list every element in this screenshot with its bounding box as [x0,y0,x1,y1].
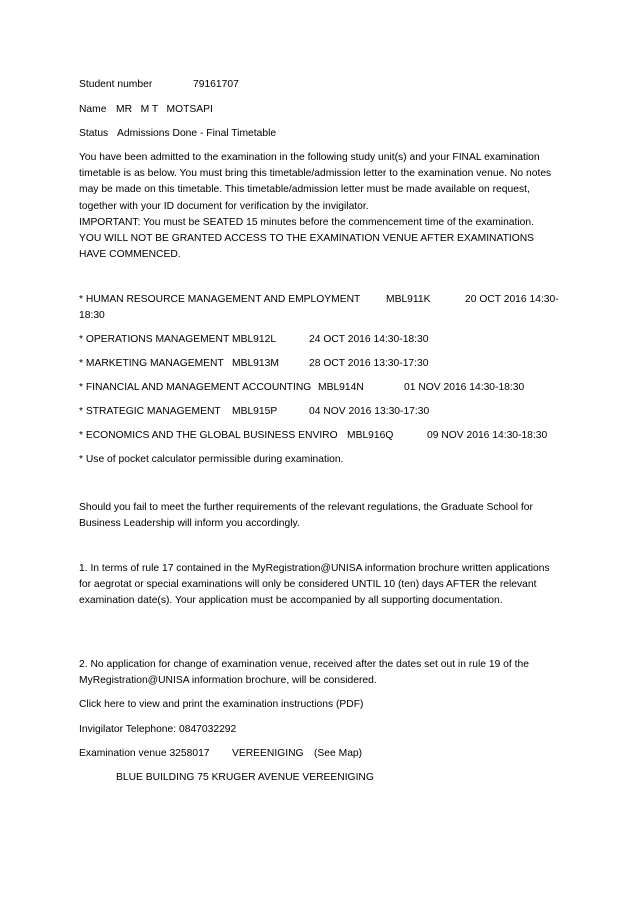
regulations-paragraph: Should you fail to meet the further requirements of the relevant regulations, the Graduate School for Business Leadership will inform you accordingly. [79,502,533,530]
course-date: 04 NOV 2016 13:30-17:30 [309,406,430,417]
course-code: MBL916Q [347,430,394,441]
name-value: MR M T MOTSAPI [116,104,213,115]
access-warning: YOU WILL NOT BE GRANTED ACCESS TO THE EXAMINATION VENUE AFTER EXAMINATIONS HAVE COMMENCED. [79,233,535,261]
course-date: 20 OCT 2016 14:30- [465,294,559,305]
status-label: Status [79,128,109,139]
calculator-note: * Use of pocket calculator permissible during examination. [79,454,344,465]
course-code: MBL912L [232,334,277,345]
rule17-paragraph: 1. In terms of rule 17 contained in the MyRegistration@UNISA information brochure written applications for aegrotat or special examinations will only be considered UNTIL 10 (ten) days AFTER the relevant examination date(s). Your application must be accompanied by all supporting documentation. [79,563,550,607]
intro-text: You have been admitted to the examination in the following study unit(s) and your FINAL examination timetable is as below. You must bring this timetable/admission letter to the examination venue. No notes may be made on this timetable. This timetable/admission letter must be made available on request, together with your ID document for verification by the invigilator. [79,152,552,212]
student-number-label: Student number [79,79,153,90]
student-number-value: 79161707 [193,79,239,90]
course-row [79,292,559,308]
course-code: MBL915P [232,406,278,417]
course-date: 28 OCT 2016 13:30-17:30 [309,358,429,369]
name-row [79,102,213,118]
course-row [79,428,547,444]
course-name: * MARKETING MANAGEMENT [79,358,224,369]
course-date-continuation: 18:30 [79,310,105,321]
course-code: MBL911K [386,294,431,305]
course-date: 01 NOV 2016 14:30-18:30 [404,382,525,393]
name-label: Name [79,104,107,115]
venue-name: VEREENIGING [232,748,304,759]
course-date: 09 NOV 2016 14:30-18:30 [427,430,548,441]
status-row [79,126,276,142]
course-code: MBL914N [318,382,364,393]
course-name: * STRATEGIC MANAGEMENT [79,406,221,417]
venue-label: Examination venue 3258017 [79,748,210,759]
course-row [79,404,429,420]
course-row [79,356,428,372]
course-name: * FINANCIAL AND MANAGEMENT ACCOUNTING [79,382,312,393]
course-row [79,380,524,396]
course-date: 24 OCT 2016 14:30-18:30 [309,334,429,345]
status-value: Admissions Done - Final Timetable [117,128,277,139]
student-number-row [79,77,239,93]
venue-map-link[interactable]: (See Map) [314,748,363,759]
venue-address: BLUE BUILDING 75 KRUGER AVENUE VEREENIGING [116,772,374,783]
course-name: * HUMAN RESOURCE MANAGEMENT AND EMPLOYMENT [79,294,361,305]
course-code: MBL913M [232,358,279,369]
course-name: * ECONOMICS AND THE GLOBAL BUSINESS ENVIRO [79,430,338,441]
rule19-paragraph: 2. No application for change of examination venue, received after the dates set out in rule 19 of the MyRegistration@UNISA information brochure, will be considered. [79,659,529,687]
invigilator-telephone: Invigilator Telephone: 0847032292 [79,724,237,735]
important-notice: IMPORTANT: You must be SEATED 15 minutes before the commencement time of the examination. [79,216,534,228]
course-name: * OPERATIONS MANAGEMENT [79,334,230,345]
instructions-link[interactable]: Click here to view and print the examination instructions (PDF) [79,699,364,710]
intro-paragraph [79,150,564,263]
venue-row [79,746,362,762]
course-row [79,332,428,348]
